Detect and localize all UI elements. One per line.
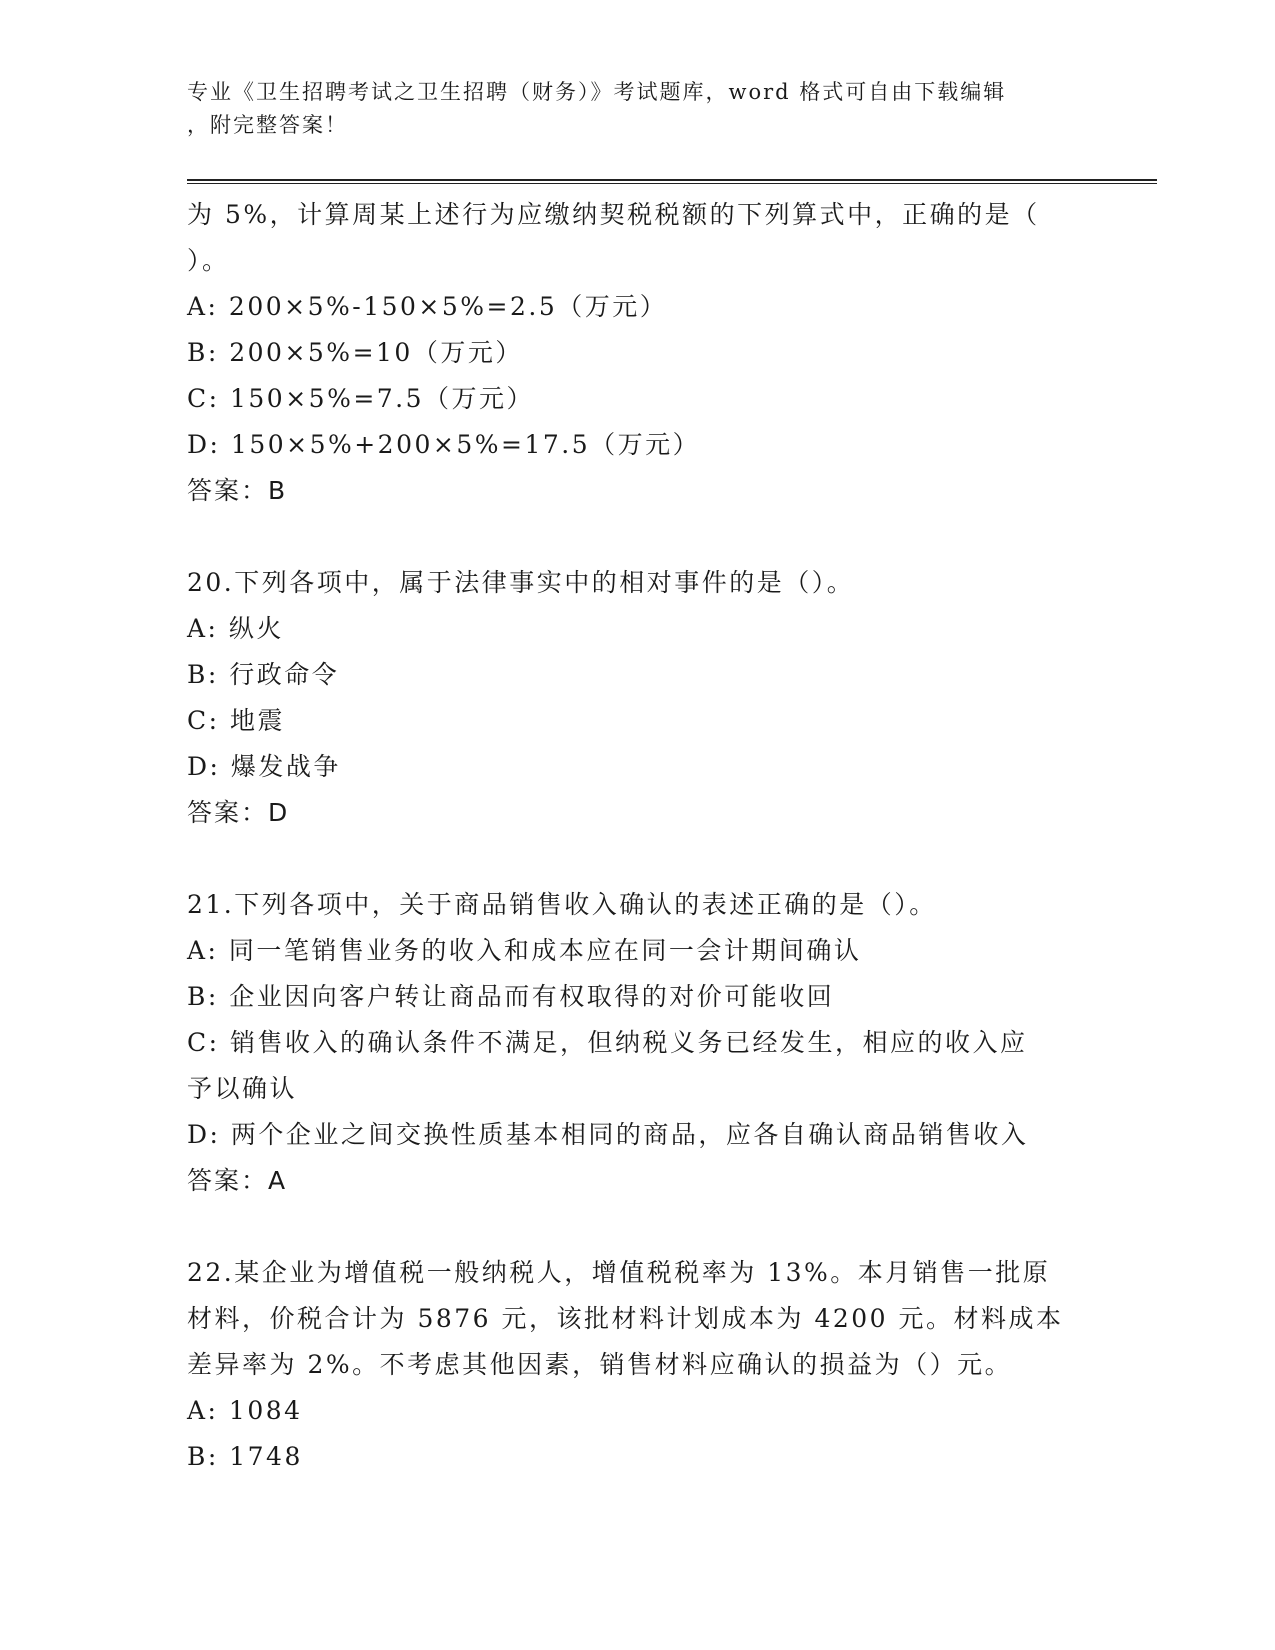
question-stem: 22.某企业为增值税一般纳税人，增值税税率为 13%。本月销售一批原 xyxy=(187,1258,1051,1287)
option-c-continued: 予以确认 xyxy=(187,1074,298,1103)
option-a: A: 200×5%-150×5%=2.5（万元） xyxy=(187,292,668,321)
option-b: B: 1748 xyxy=(187,1442,303,1471)
option-d: D: 150×5%+200×5%=17.5（万元） xyxy=(187,430,701,459)
option-b: B: 200×5%=10（万元） xyxy=(187,338,523,367)
option-c: C: 销售收入的确认条件不满足，但纳税义务已经发生，相应的收入应 xyxy=(187,1028,1028,1057)
option-d: D: 两个企业之间交换性质基本相同的商品，应各自确认商品销售收入 xyxy=(187,1120,1029,1149)
question-stem: 差异率为 2%。不考虑其他因素，销售材料应确认的损益为（）元。 xyxy=(187,1350,1013,1379)
option-c: C: 地震 xyxy=(187,706,285,735)
header-rule-thick xyxy=(187,179,1157,181)
option-b: B: 企业因向客户转让商品而有权取得的对价可能收回 xyxy=(187,982,835,1011)
answer: 答案：D xyxy=(187,798,290,827)
question-stem: 20.下列各项中，属于法律事实中的相对事件的是（）。 xyxy=(187,568,855,597)
option-a: A: 1084 xyxy=(187,1396,303,1425)
option-c: C: 150×5%=7.5（万元） xyxy=(187,384,535,413)
question-stem: ）。 xyxy=(187,246,230,275)
option-b: B: 行政命令 xyxy=(187,660,340,689)
option-a: A: 纵火 xyxy=(187,614,284,643)
question-stem: 21.下列各项中，关于商品销售收入确认的表述正确的是（）。 xyxy=(187,890,937,919)
answer: 答案：B xyxy=(187,476,288,505)
option-d: D: 爆发战争 xyxy=(187,752,341,781)
option-a: A: 同一笔销售业务的收入和成本应在同一会计期间确认 xyxy=(187,936,862,965)
question-21 xyxy=(187,882,1087,1204)
document-header xyxy=(187,76,1067,142)
question-20 xyxy=(187,560,1087,836)
header-rule-thin xyxy=(187,183,1157,184)
header-line-1: 专业《卫生招聘考试之卫生招聘（财务）》考试题库，word 格式可自由下载编辑 xyxy=(187,80,1007,104)
question-stem: 材料，价税合计为 5876 元，该批材料计划成本为 4200 元。材料成本 xyxy=(187,1304,1064,1333)
header-line-2: ，附完整答案！ xyxy=(187,113,348,137)
question-list xyxy=(187,192,1087,1480)
question-stem: 为 5%，计算周某上述行为应缴纳契税税额的下列算式中，正确的是（ xyxy=(187,200,1040,229)
question-22 xyxy=(187,1250,1087,1480)
answer: 答案：A xyxy=(187,1166,288,1195)
question-19 xyxy=(187,192,1087,514)
